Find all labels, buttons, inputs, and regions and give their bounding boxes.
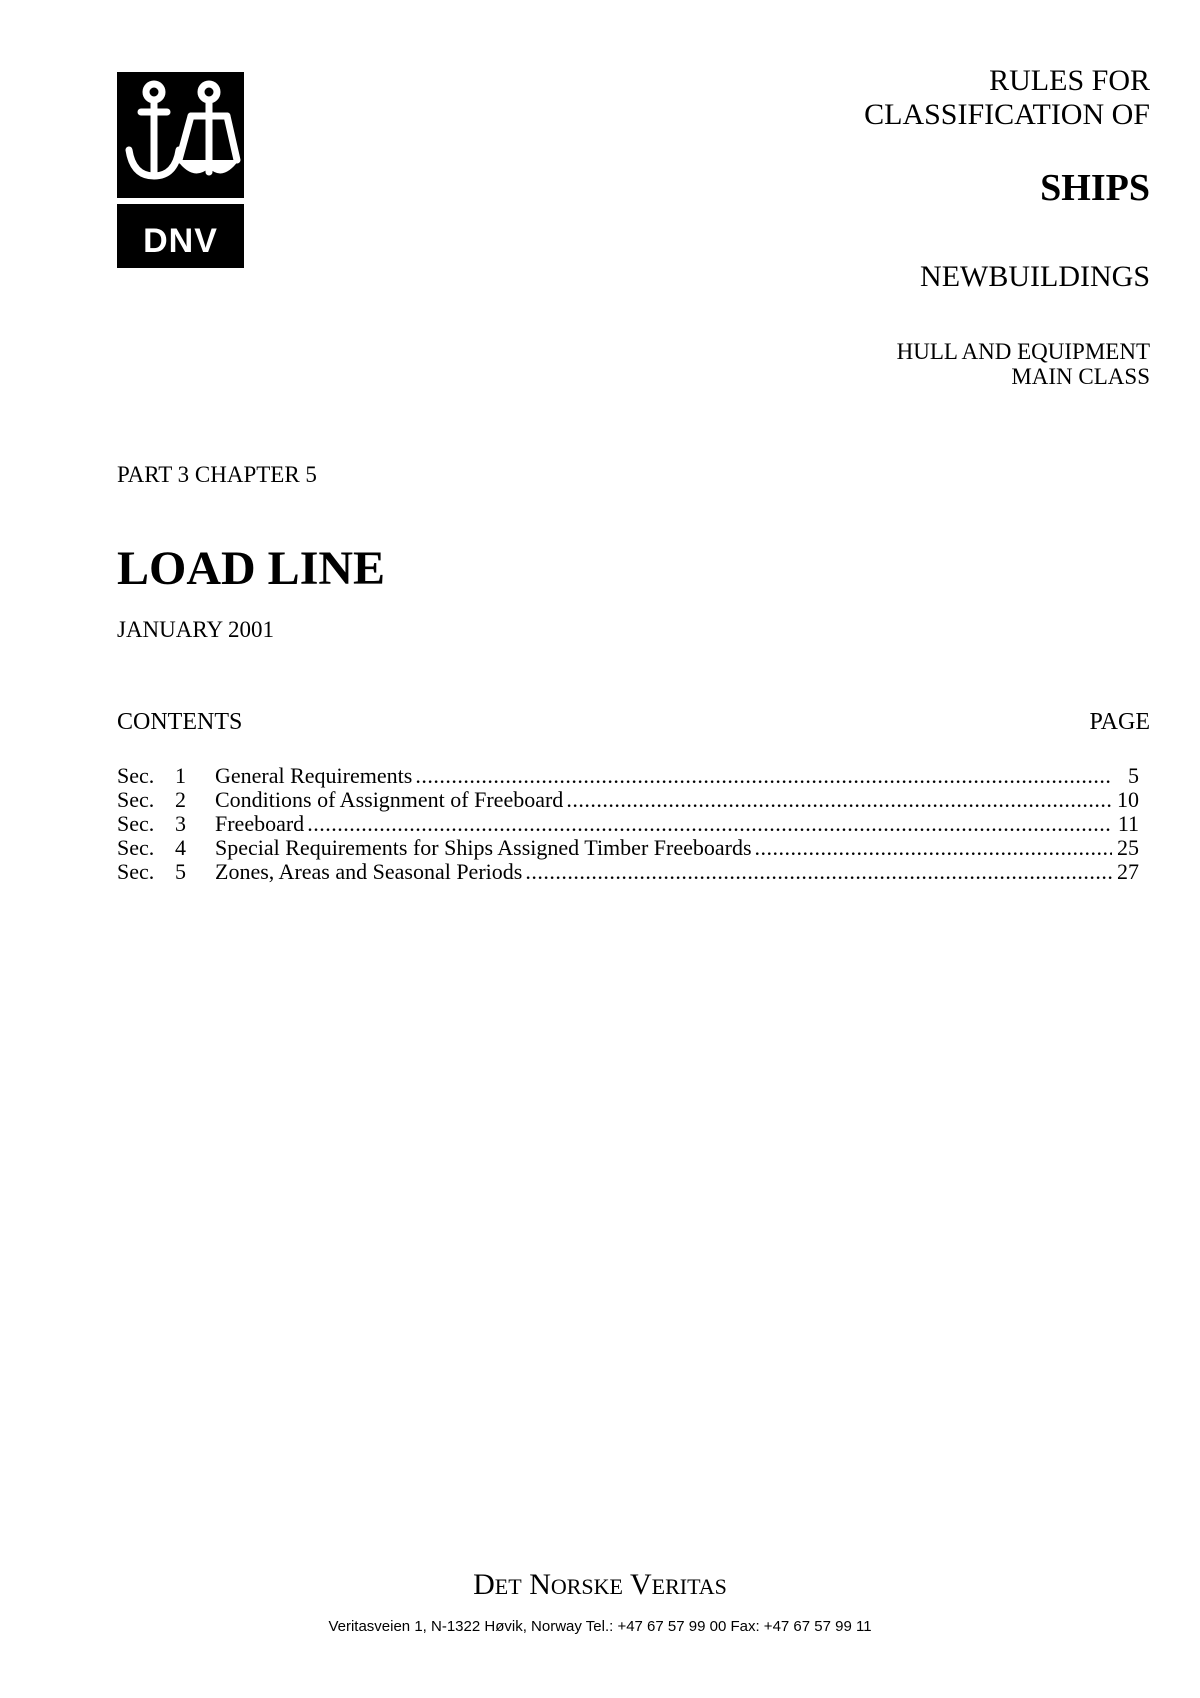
main-class-label: MAIN CLASS: [1011, 364, 1150, 389]
dnv-logo: [117, 72, 244, 268]
toc-title: General Requirements: [215, 763, 413, 788]
logo-wordmark: DNV: [143, 221, 218, 260]
publisher-initial: V: [629, 1568, 652, 1601]
toc-sec-number: 1: [175, 763, 186, 788]
document-title: LOAD LINE: [117, 542, 386, 595]
publisher-word: ET: [494, 1574, 522, 1599]
toc-sec-label: Sec.: [117, 787, 155, 812]
toc-sec-label: Sec.: [117, 763, 155, 788]
publisher-name: [0, 1568, 1200, 1602]
toc-entry[interactable]: [117, 860, 1139, 884]
publisher-address: Veritasveien 1, N-1322 Høvik, Norway Tel.: +47 67 57 99 00 Fax: +47 67 57 99 11: [328, 1618, 872, 1635]
toc-title: Zones, Areas and Seasonal Periods: [215, 859, 523, 884]
toc-page-number: 10: [1117, 787, 1139, 812]
publisher-initial: N: [529, 1568, 551, 1601]
newbuildings-heading: NEWBUILDINGS: [920, 260, 1150, 293]
toc-title: Freeboard: [215, 811, 305, 836]
hull-equipment-label: HULL AND EQUIPMENT: [896, 339, 1150, 364]
toc-leader-dots: [307, 812, 1112, 836]
toc-sec-label: Sec.: [117, 835, 155, 860]
toc-leader-dots: [566, 788, 1112, 812]
publisher-initial: D: [473, 1568, 495, 1601]
toc-sec-number: 5: [175, 859, 186, 884]
classification-of-heading: CLASSIFICATION OF: [864, 98, 1150, 131]
toc-sec-number: 2: [175, 787, 186, 812]
toc-entry[interactable]: [117, 836, 1139, 860]
table-of-contents: [117, 764, 1139, 884]
toc-leader-dots: [415, 764, 1112, 788]
page-heading: PAGE: [1089, 709, 1150, 735]
ships-heading: SHIPS: [1040, 167, 1150, 209]
toc-title: Conditions of Assignment of Freeboard: [215, 787, 564, 812]
toc-leader-dots: [755, 836, 1112, 860]
toc-entry[interactable]: [117, 812, 1139, 836]
contents-header: [117, 709, 1150, 736]
toc-sec-number: 3: [175, 811, 186, 836]
publisher-word: ERITAS: [651, 1574, 727, 1599]
toc-page-number: 11: [1117, 811, 1139, 836]
toc-leader-dots: [525, 860, 1112, 884]
toc-entry[interactable]: [117, 764, 1139, 788]
toc-title: Special Requirements for Ships Assigned Timber Freeboards: [215, 835, 752, 860]
toc-page-number: 27: [1117, 859, 1139, 884]
rules-for-heading: RULES FOR: [989, 64, 1150, 97]
document-date: JANUARY 2001: [117, 617, 274, 642]
toc-sec-number: 4: [175, 835, 186, 860]
toc-sec-label: Sec.: [117, 811, 155, 836]
toc-page-number: 5: [1128, 763, 1139, 788]
toc-entry[interactable]: [117, 788, 1139, 812]
publisher-word: ORSKE: [550, 1574, 623, 1599]
toc-page-number: 25: [1117, 835, 1139, 860]
part-chapter: PART 3 CHAPTER 5: [117, 462, 317, 487]
toc-sec-label: Sec.: [117, 859, 155, 884]
contents-heading: CONTENTS: [117, 709, 243, 735]
